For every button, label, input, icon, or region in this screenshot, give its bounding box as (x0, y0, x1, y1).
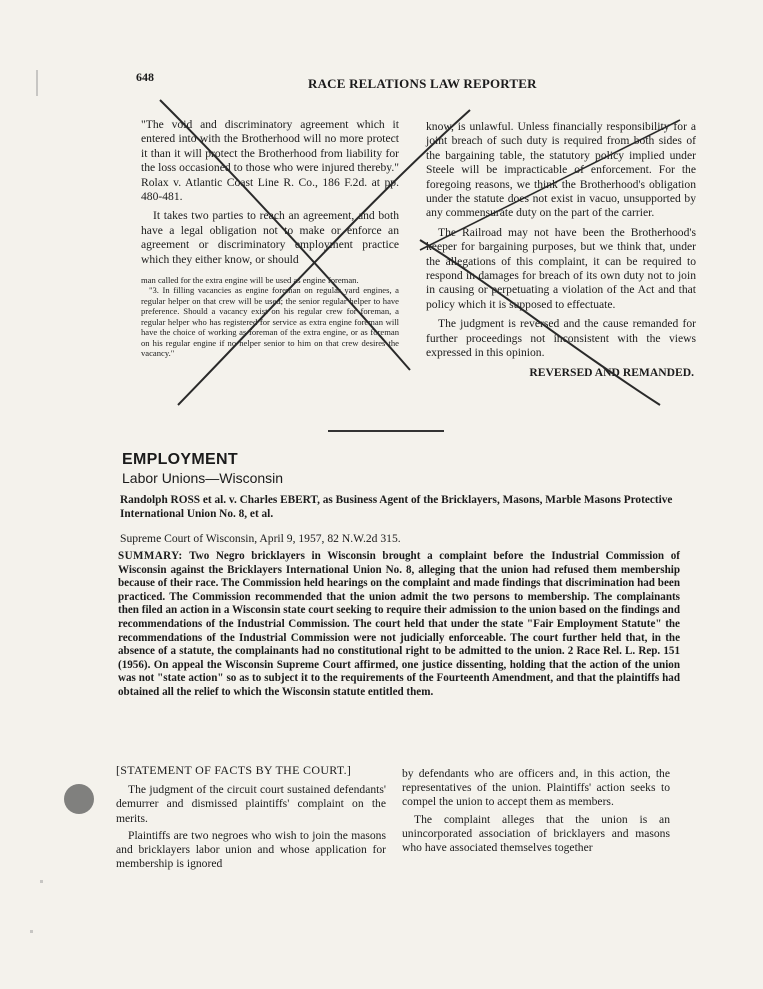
summary-text: Two Negro bricklayers in Wisconsin brought a complaint before the Industrial Commission of Wisconsin against the Bricklayers International Union No. 8, alleging that the union had refused them membership because of their race. The Commission held hearings on the complaint and made findings that discrimination had been practiced. The Commission recommended that the union admit the two persons to membership. The complainants then filed an action in a Wisconsin state court seeking to require their admission to the union based on the findings and recommendations of the Industrial Commission. The court held that under the state "Fair Employment Statute" the recommendations of the Industrial Commission were not judicially enforceable. The court further held that, in the absence of a statute, the complainants had no constitutional right to be admitted to the union. 2 Race Rel. L. Rep. 151 (1956). On appeal the Wisconsin Supreme Court affirmed, one justice dissenting, holding that the action of the union was not "state action" so as to subject it to the requirements of the Fourteenth Amendment, and that the plaintiffs had obtained all the relief to which the Wisconsin statute entitled them. (118, 550, 680, 698)
punch-hole-mark (64, 784, 94, 814)
running-head: RACE RELATIONS LAW REPORTER (308, 76, 537, 91)
body-paragraph: The Railroad may not have been the Brotherhood's keeper for bargaining purposes, but we think that, under the allegations of this complaint, it can be required to respond in damages for breach of its own duty not to join in causing or perpetuating a violation of the Act and that policy which it is supposed to effectuate. (426, 225, 696, 311)
page-number: 648 (136, 70, 154, 84)
top-right-column (426, 120, 696, 380)
quote-paragraph: "The void and discriminatory agreement which it entered into with the Brotherhood will no more protect it than it will protect the Brotherhood from liability for the loss occasioned to those who were injured thereby." Rolax v. Atlantic Coast Line R. Co., 186 F.2d. at pp. 480-481. (141, 118, 399, 204)
scan-speck (30, 930, 33, 933)
summary-label: SUMMARY: (118, 550, 183, 562)
body-paragraph: It takes two parties to reach an agreement, and both have a legal obligation not to make or enforce an agreement or discriminatory employment practice which they either know, or should (141, 209, 399, 266)
case-citation: Supreme Court of Wisconsin, April 9, 1957, 82 N.W.2d 315. (120, 532, 401, 545)
scan-mark (36, 70, 38, 96)
body-paragraph: by defendants who are officers and, in this action, the representatives of the union. Plaintiffs' action seeks to compel the union to accept them as members. (402, 767, 670, 809)
body-paragraph: Plaintiffs are two negroes who wish to join the masons and bricklayers labor union and whose application for membership is ignored (116, 828, 386, 871)
body-paragraph: know, is unlawful. Unless financially responsibility for a joint breach of such duty is required from both sides of the bargaining table, the statutory policy implied under Steele will be impracticable of enforcement. For the foregoing reasons, we think the Brotherhood's obligation under the statute does not exist in vacuo, unsupported by any commensurate duty on the part of the carrier. (426, 120, 696, 220)
verdict: REVERSED AND REMANDED. (529, 365, 694, 379)
body-paragraph: The judgment is reversed and the cause remanded for further proceedings not inconsistent with the views expressed in this opinion. (426, 317, 696, 360)
case-caption: Randolph ROSS et al. v. Charles EBERT, as Business Agent of the Bricklayers, Masons, Marble Masons Protective International Union No. 8, et al. (120, 494, 673, 520)
footnote-line: "3. In filling vacancies as engine foreman on regular yard engines, a regular helper on that crew will be used; the senior regular helper to have preference. Should a vacancy exist on his regular crew for foreman, a regular helper who has registered for service as extra engine foreman will have the choice of working as foreman of the extra engine, or as foreman on his regular engine if no helper senior to him on that crew desires the vacancy." (141, 285, 399, 358)
body-paragraph: The judgment of the circuit court sustained defendants' demurrer and dismissed plaintiffs' complaint on the merits. (116, 783, 386, 825)
section-subtitle: Labor Unions—Wisconsin (122, 470, 284, 486)
statement-heading: [STATEMENT OF FACTS BY THE COURT.] (116, 763, 352, 777)
bottom-left-column (116, 763, 386, 874)
body-paragraph: The complaint alleges that the union is an unincorporated association of bricklayers and masons who have associated themselves together (402, 812, 670, 855)
scan-speck (40, 880, 43, 883)
bottom-right-column (402, 767, 670, 858)
section-divider (328, 430, 444, 432)
case-summary (118, 550, 680, 700)
top-left-column (141, 118, 399, 358)
footnote (141, 275, 399, 358)
section-title: EMPLOYMENT (122, 451, 238, 468)
footnote-line: man called for the extra engine will be used as engine foreman. (141, 275, 359, 286)
